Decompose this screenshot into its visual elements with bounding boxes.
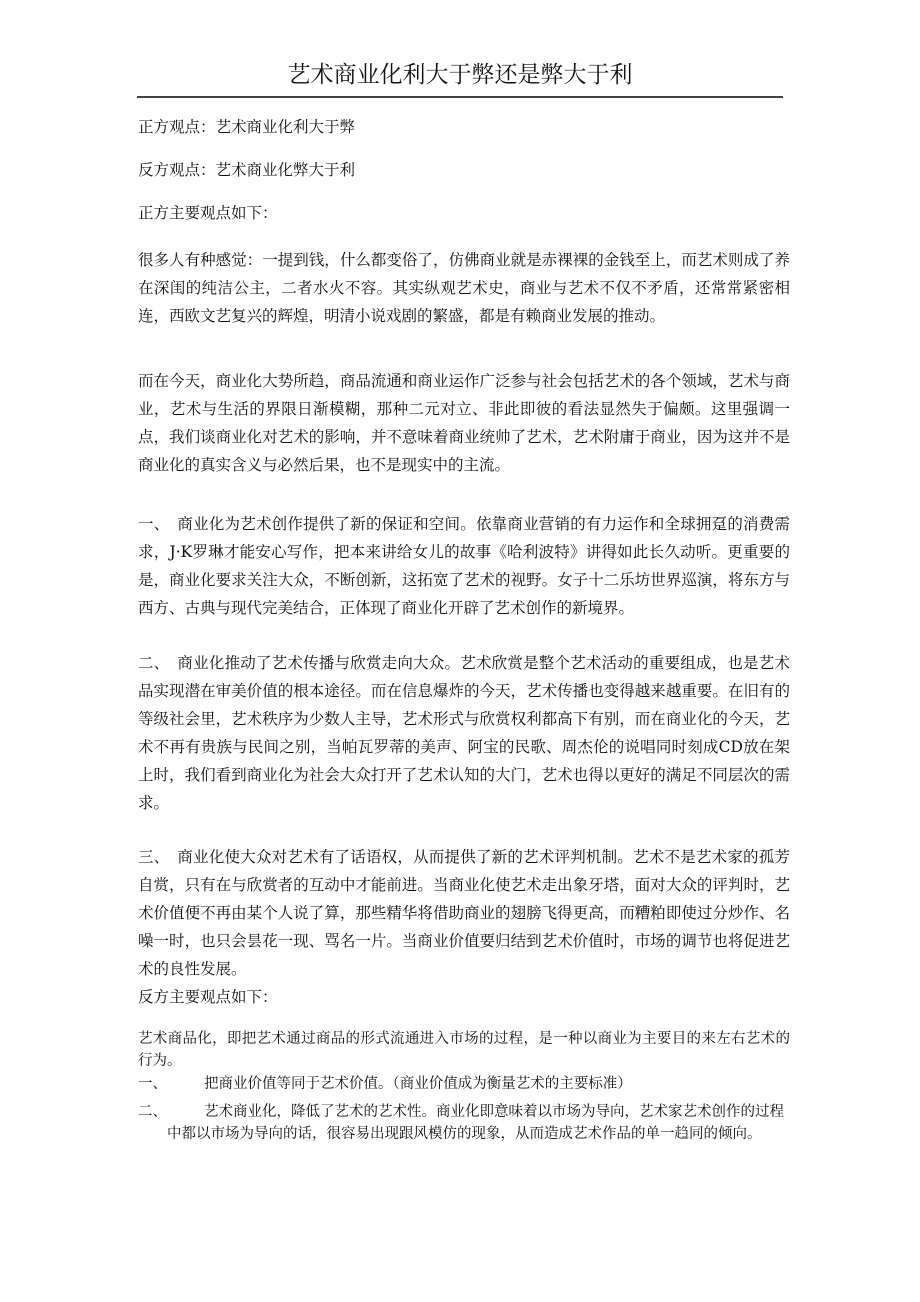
pro-point-1: 一、 商业化为艺术创作提供了新的保证和空间。依靠商业营销的有力运作和全球拥趸的消费需求，J·K罗琳才能安心写作，把本来讲给女儿的故事《哈利波特》讲得如此长久动听。更重要的是，商业化要求关注大众，不断创新，这拓宽了艺术的视野。女子十二乐坊世界巡演，将东方与西方、古典与现代完美结合，正体现了商业化开辟了艺术创作的新境界。 [138, 515, 790, 617]
con-point-1-text: 把商业价值等同于艺术价值。（商业价值成为衡量艺术的主要标准） [204, 1076, 632, 1092]
pro-point-3: 三、 商业化使大众对艺术有了话语权，从而提供了新的艺术评判机制。艺术不是艺术家的孤芳自赏，只有在与欣赏者的互动中才能前进。当商业化使艺术走出象牙塔，面对大众的评判时，艺术价值便不再由某个人说了算，那些精华将借助商业的翅膀飞得更高，而糟粕即使过分炒作、名噪一时，也只会昙花一现、骂名一片。当商业价值要归结到艺术价值时，市场的调节也将促进艺术的良性发展。 [138, 848, 790, 978]
con-point-2 [138, 1102, 788, 1145]
pro-heading: 正方主要观点如下： [138, 204, 278, 222]
pro-paragraph-intro: 很多人有种感觉：一提到钱，什么都变俗了，仿佛商业就是赤裸裸的金钱至上，而艺术则成了养在深闺的纯洁公主，二者水火不容。其实纵观艺术史，商业与艺术不仅不矛盾，还常常紧密相连，西欧文艺复兴的辉煌，明清小说戏剧的繁盛，都是有赖商业发展的推动。 [138, 251, 790, 325]
con-position: 反方观点：艺术商业化弊大于利 [138, 161, 356, 179]
pro-paragraph-context: 而在今天，商业化大势所趋，商品流通和商业运作广泛参与社会包括艺术的各个领域，艺术与商业，艺术与生活的界限日渐模糊，那种二元对立、非此即彼的看法显然失于偏颇。这里强调一点，我们谈商业化对艺术的影响，并不意味着商业统帅了艺术，艺术附庸于商业，因为这并不是商业化的真实含义与必然后果，也不是现实中的主流。 [138, 372, 790, 474]
con-intro: 艺术商品化，即把艺术通过商品的形式流通进入市场的过程，是一种以商业为主要目的来左右艺术的行为。 [138, 1031, 790, 1069]
con-point-1-number: 一、 [138, 1076, 167, 1092]
pro-position: 正方观点：艺术商业化利大于弊 [138, 118, 356, 136]
con-point-1 [138, 1074, 788, 1096]
document-title: 艺术商业化利大于弊还是弊大于利 [287, 62, 633, 88]
con-heading: 反方主要观点如下： [138, 988, 278, 1006]
con-point-2-number: 二、 [138, 1104, 167, 1120]
title-underline-rule [137, 96, 783, 98]
pro-point-2: 二、 商业化推动了艺术传播与欣赏走向大众。艺术欣赏是整个艺术活动的重要组成，也是艺术品实现潜在审美价值的根本途径。而在信息爆炸的今天，艺术传播也变得越来越重要。在旧有的等级社会里，艺术秩序为少数人主导，艺术形式与欣赏权利都高下有别，而在商业化的今天，艺术不再有贵族与民间之别，当帕瓦罗蒂的美声、阿宝的民歌、周杰伦的说唱同时刻成CD放在架上时，我们看到商业化为社会大众打开了艺术认知的大门，艺术也得以更好的满足不同层次的需求。 [138, 654, 790, 812]
con-point-2-text: 艺术商业化，降低了艺术的艺术性。商业化即意味着以市场为导向，艺术家艺术创作的过程中都以市场为导向的话，很容易出现跟风模仿的现象，从而造成艺术作品的单一趋同的倾向。 [167, 1104, 784, 1142]
